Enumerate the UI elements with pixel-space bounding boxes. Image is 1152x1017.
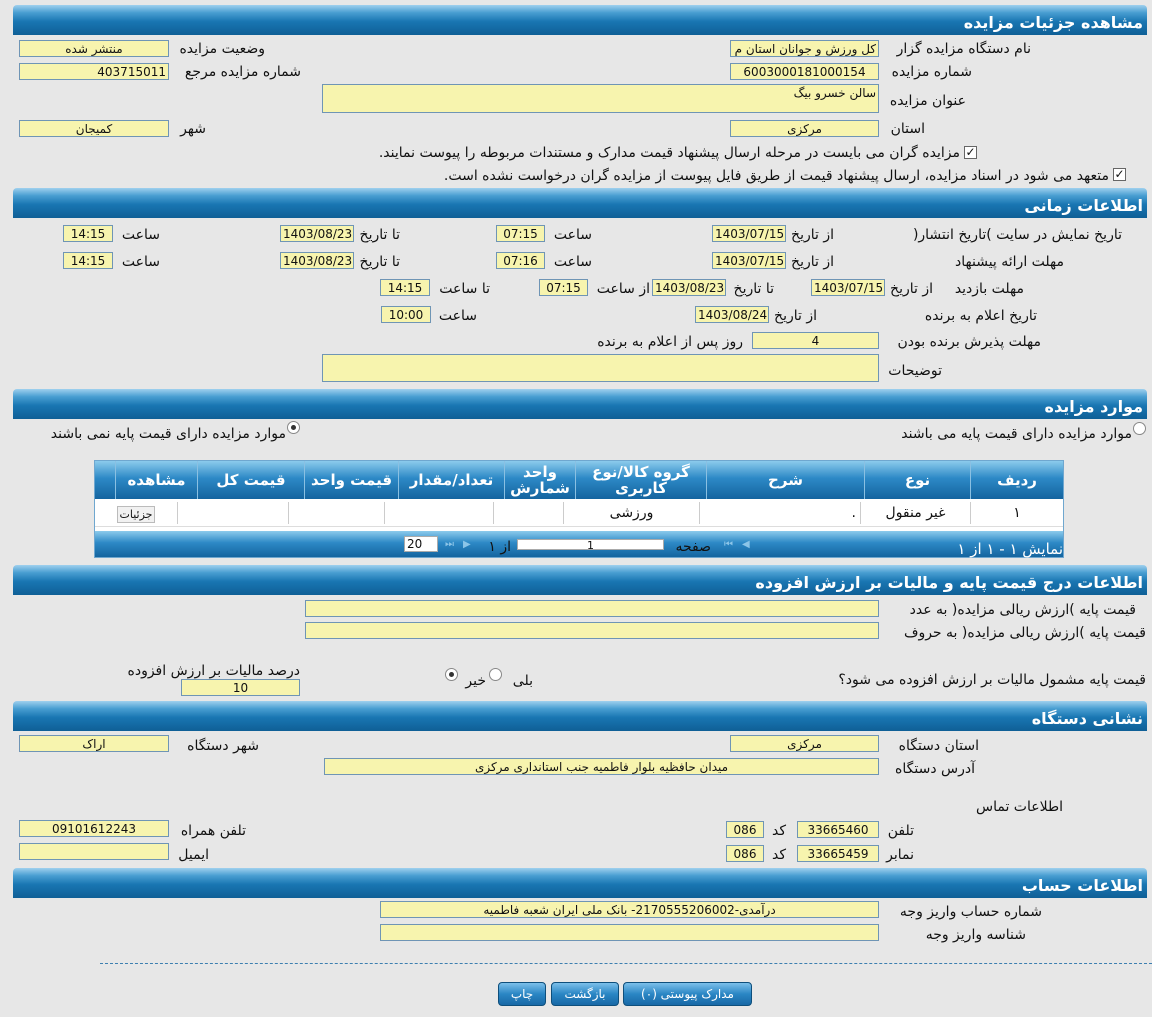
from-date-label: از تاریخ: [791, 227, 834, 243]
offer-from-date: 1403/07/15: [712, 252, 786, 269]
ref-number-label: شماره مزایده مرجع: [184, 64, 301, 80]
org-field: کل ورزش و جوانان استان م: [730, 40, 879, 57]
account-number-field: درآمدی-2170555206002- بانک ملی ایران شعبه فاطمیه: [380, 901, 879, 918]
display-to-time: 14:15: [63, 225, 113, 242]
vat-yes-label: بلی: [512, 673, 533, 689]
pager-page-input[interactable]: 1: [517, 539, 664, 550]
attach-docs-checkbox[interactable]: ✓: [965, 145, 976, 159]
section-header-account: اطلاعات حساب: [13, 868, 1147, 898]
offer-to-time: 14:15: [63, 252, 113, 269]
visit-from-date: 1403/07/15: [811, 279, 885, 296]
org-city-label: شهر دستگاه: [187, 738, 259, 754]
cell-group: ورزشی: [563, 502, 699, 524]
status-field: منتشر شده: [19, 40, 169, 57]
attach-docs-label: مزایده گران می بایست در مرحله ارسال پیشنهاد قیمت مدارک و مستندات مربوطه را پیوست نمایند.: [378, 145, 960, 161]
org-province-field: مرکزی: [730, 735, 879, 752]
col-header-group: گروه کالا/نوع کاربری: [575, 461, 706, 499]
province-label: استان: [890, 121, 925, 137]
base-price-number-label: قیمت پایه )ارزش ریالی مزایده( به عدد: [909, 602, 1136, 618]
winner-time: 10:00: [381, 306, 431, 323]
winner-date-label: تاریخ اعلام به برنده: [924, 308, 1037, 324]
cell-type: غیر منقول: [860, 502, 970, 524]
display-to-date: 1403/08/23: [280, 225, 354, 242]
pager-first-icon[interactable]: ⏮: [724, 539, 733, 550]
vat-no-label: خیر: [465, 673, 486, 689]
accept-days-field: 4: [752, 332, 879, 349]
radio-has-base-price[interactable]: [1133, 422, 1146, 435]
section-header-items: موارد مزایده: [13, 389, 1147, 419]
visit-to-date: 1403/08/23: [652, 279, 726, 296]
visit-to-time: 14:15: [380, 279, 430, 296]
col-header-desc: شرح: [706, 461, 864, 499]
vat-question-label: قیمت پایه مشمول مالیات بر ارزش افزوده می شود؟: [838, 672, 1146, 688]
payment-id-label: شناسه واریز وجه: [925, 927, 1026, 943]
cell-total: [177, 502, 288, 524]
offer-deadline-label: مهلت ارائه پیشنهاد: [955, 254, 1064, 270]
description-field: [322, 354, 879, 382]
radio-no-base-price-label: موارد مزایده دارای قیمت پایه نمی باشند: [50, 426, 286, 442]
offer-to-date: 1403/08/23: [280, 252, 354, 269]
col-header-view: مشاهده: [115, 461, 197, 499]
col-header-unit: واحد شمارش: [504, 461, 575, 499]
hour-label: ساعت: [553, 227, 592, 243]
hour-label: ساعت: [121, 254, 160, 270]
base-price-number-field[interactable]: [305, 600, 879, 617]
description-label: توضیحات: [888, 363, 942, 379]
phone-label: تلفن: [887, 823, 914, 839]
display-from-time: 07:15: [496, 225, 545, 242]
cell-unit-price: [288, 502, 384, 524]
province-field: مرکزی: [730, 120, 879, 137]
section-header-address: نشانی دستگاه: [13, 701, 1147, 731]
winner-date: 1403/08/24: [695, 306, 769, 323]
section-header-time: اطلاعات زمانی: [13, 188, 1147, 218]
email-field: [19, 843, 169, 860]
to-date-label: تا تاریخ: [359, 227, 400, 243]
from-date-label: از تاریخ: [774, 308, 817, 324]
cell-desc: .: [699, 502, 860, 524]
cell-qty: [384, 502, 493, 524]
from-hour-label: از ساعت: [596, 281, 650, 297]
cell-idx: ۱: [970, 502, 1063, 524]
commit-label: متعهد می شود در اسناد مزایده، ارسال پیشنهاد قیمت از طریق فایل پیوست از مزایده گران درخواست نشده است.: [443, 168, 1109, 184]
col-header-qty: تعداد/مقدار: [398, 461, 504, 499]
to-hour-label: تا ساعت: [439, 281, 490, 297]
to-date-label: تا تاریخ: [733, 281, 774, 297]
commit-checkbox[interactable]: ✓: [1114, 167, 1125, 181]
title-field: سالن خسرو بیگ: [322, 84, 879, 113]
radio-has-base-price-label: موارد مزایده دارای قیمت پایه می باشند: [901, 426, 1132, 442]
display-date-label: تاریخ نمایش در سایت )تاریخ انتشار(: [912, 227, 1122, 243]
ref-number-field: 403715011: [19, 63, 169, 80]
from-date-label: از تاریخ: [890, 281, 933, 297]
vat-percent-field: 10: [181, 679, 300, 696]
fax-code-field: 086: [726, 845, 764, 862]
vat-no-radio[interactable]: [445, 668, 458, 681]
title-label: عنوان مزایده: [889, 93, 966, 109]
status-label: وضعیت مزایده: [179, 41, 265, 57]
cell-unit: [493, 502, 563, 524]
email-label: ایمیل: [178, 847, 209, 863]
account-number-label: شماره حساب واریز وجه: [899, 904, 1042, 920]
pager-prev-icon[interactable]: ◀: [742, 539, 750, 550]
city-field: کمیجان: [19, 120, 169, 137]
accept-days-suffix: روز پس از اعلام به برنده: [597, 334, 743, 350]
section-header-price: اطلاعات درج قیمت پایه و مالیات بر ارزش افزوده: [13, 565, 1147, 595]
col-header-unit-price: قیمت واحد: [304, 461, 398, 499]
hour-label: ساعت: [553, 254, 592, 270]
offer-from-time: 07:16: [496, 252, 545, 269]
vat-percent-label: درصد مالیات بر ارزش افزوده: [127, 663, 300, 679]
fax-label: نمابر: [886, 847, 914, 863]
radio-no-base-price[interactable]: [287, 421, 300, 434]
phone-code-label: کد: [771, 823, 786, 839]
pager-of-label: از ۱: [488, 539, 511, 555]
org-address-label: آدرس دستگاه: [895, 761, 975, 777]
org-label: نام دستگاه مزایده گزار: [896, 41, 1031, 57]
hour-label: ساعت: [438, 308, 477, 324]
auction-number-field: 6003000181000154: [730, 63, 879, 80]
section-header-details: مشاهده جزئیات مزایده: [13, 5, 1147, 35]
from-date-label: از تاریخ: [791, 254, 834, 270]
hour-label: ساعت: [121, 227, 160, 243]
auction-number-label: شماره مزایده: [891, 64, 972, 80]
page-size-select[interactable]: 20: [404, 536, 438, 552]
visit-deadline-label: مهلت بازدید: [954, 281, 1024, 297]
payment-id-field: [380, 924, 879, 941]
pager-summary: نمایش ۱ - ۱ از ۱: [957, 540, 1063, 558]
visit-from-time: 07:15: [539, 279, 588, 296]
org-address-field: میدان حافظیه بلوار فاطمیه جنب استانداری مرکزی: [324, 758, 879, 775]
to-date-label: تا تاریخ: [359, 254, 400, 270]
display-from-date: 1403/07/15: [712, 225, 786, 242]
back-button[interactable]: بازگشت: [551, 982, 619, 1006]
details-button[interactable]: جزئیات: [117, 506, 155, 523]
col-header-row: ردیف: [970, 461, 1063, 499]
pager-next-icon[interactable]: ⏭: [445, 539, 454, 550]
pager-last-icon[interactable]: ▶: [463, 539, 471, 550]
attached-docs-button[interactable]: مدارک پیوستی (۰): [623, 982, 752, 1006]
base-price-words-label: قیمت پایه )ارزش ریالی مزایده( به حروف: [903, 625, 1146, 641]
city-label: شهر: [180, 121, 206, 137]
vat-yes-radio[interactable]: [489, 668, 502, 681]
col-header-type: نوع: [864, 461, 970, 499]
phone-code-field: 086: [726, 821, 764, 838]
phone-field: 33665460: [797, 821, 879, 838]
contact-info-label: اطلاعات تماس: [976, 799, 1063, 815]
fax-code-label: کد: [771, 847, 786, 863]
org-province-label: استان دستگاه: [898, 738, 979, 754]
pager-page-label: صفحه: [675, 539, 711, 555]
print-button[interactable]: چاپ: [498, 982, 546, 1006]
col-header-total: قیمت کل: [197, 461, 304, 499]
mobile-field: 09101612243: [19, 820, 169, 837]
accept-deadline-label: مهلت پذیرش برنده بودن: [897, 334, 1041, 350]
mobile-label: تلفن همراه: [180, 823, 246, 839]
fax-field: 33665459: [797, 845, 879, 862]
divider: [100, 963, 1152, 964]
org-city-field: اراک: [19, 735, 169, 752]
base-price-words-field[interactable]: [305, 622, 879, 639]
